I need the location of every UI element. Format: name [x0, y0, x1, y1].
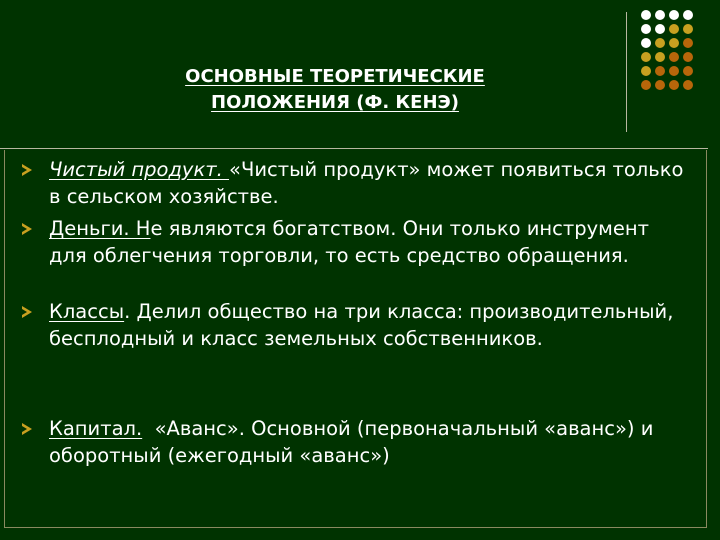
decorative-dot: [641, 66, 651, 76]
bullet-item-clean-product: [5, 156, 685, 210]
decorative-dot: [683, 38, 693, 48]
decorative-dot: [641, 52, 651, 62]
bullet-text: «Аванс». Основной (первоначальный «аванс») и оборотный (ежегодный «аванс»): [49, 417, 660, 467]
decorative-dot: [655, 52, 665, 62]
slide-title: [100, 64, 570, 116]
decorative-dot-grid: [641, 10, 693, 90]
bullet-item-money: [5, 215, 685, 269]
decorative-dot: [655, 24, 665, 34]
bullet-text: е являются богатством. Они только инструмент для облегчения торговли, то есть средство обращения.: [49, 217, 649, 267]
decorative-dot: [641, 10, 651, 20]
decorative-dot: [683, 10, 693, 20]
bullet-term: Капитал.: [49, 417, 143, 440]
bullet-term: Чистый продукт.: [49, 158, 230, 181]
decorative-dot: [683, 24, 693, 34]
bullet-term: Классы: [49, 300, 125, 323]
bullet-arrow-icon: [22, 164, 32, 176]
bullet-arrow-icon: [22, 223, 32, 235]
bullet-item-capital: [5, 415, 685, 469]
decorative-dot: [669, 80, 679, 90]
decorative-dot: [683, 80, 693, 90]
decorative-dot: [655, 38, 665, 48]
bullet-item-classes: [5, 298, 685, 352]
decorative-dot: [683, 52, 693, 62]
decorative-dot: [683, 66, 693, 76]
bullet-term: Деньги. Н: [49, 217, 151, 240]
decorative-dot: [669, 38, 679, 48]
decorative-vertical-rule: [626, 12, 627, 132]
decorative-dot: [655, 66, 665, 76]
decorative-dot: [641, 24, 651, 34]
decorative-dot: [641, 38, 651, 48]
bullet-text: . Делил общество на три класса: производительный, бесплодный и класс земельных собственников.: [49, 300, 674, 350]
decorative-dot: [641, 80, 651, 90]
bullet-arrow-icon: [22, 423, 32, 435]
bullet-text: «Чистый продукт» может появиться только в сельском хозяйстве.: [49, 158, 684, 208]
decorative-dot: [669, 52, 679, 62]
decorative-dot: [669, 10, 679, 20]
decorative-dot: [655, 10, 665, 20]
slide-title-line-2: ПОЛОЖЕНИЯ (Ф. КЕНЭ): [211, 92, 459, 113]
header-divider: [0, 148, 708, 149]
decorative-dot: [669, 24, 679, 34]
bullet-arrow-icon: [22, 306, 32, 318]
content-box: [4, 150, 707, 528]
slide-title-line-1: ОСНОВНЫЕ ТЕОРЕТИЧЕСКИЕ: [185, 66, 485, 87]
decorative-dot: [669, 66, 679, 76]
decorative-dot: [655, 80, 665, 90]
